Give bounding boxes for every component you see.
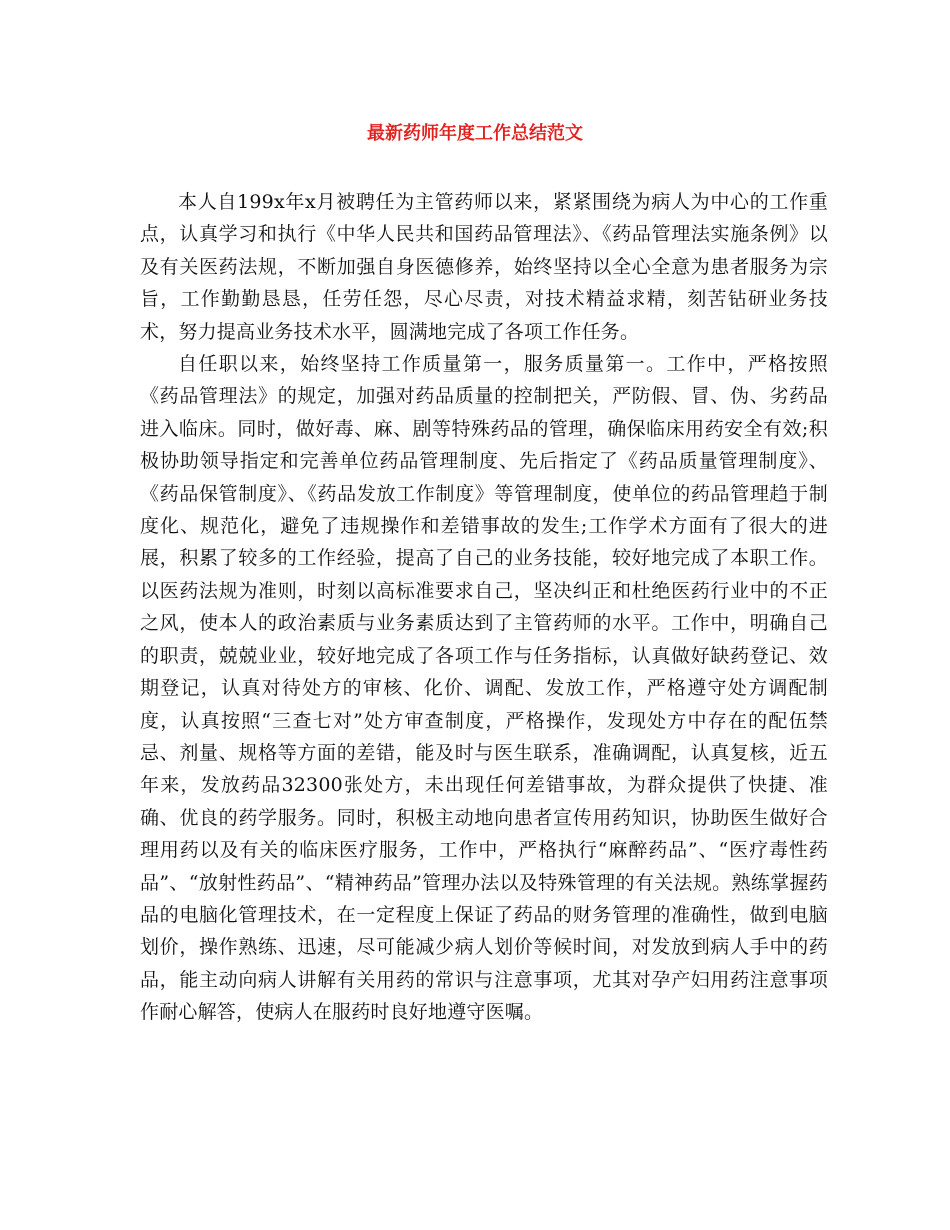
paragraph-intro: 本人自199x年x月被聘任为主管药师以来，紧紧围绕为病人为中心的工作重点，认真学习和执行《中华人民共和国药品管理法》、《药品管理法实施条例》以及有关医药法规，不断加强自身医德修养，始终坚持以全心全意为患者服务为宗旨，工作勤勤恳恳，任劳任怨，尽心尽责，对技术精益求精，刻苦钻研业务技术，努力提高业务技术水平，圆满地完成了各项工作任务。 (140, 191, 828, 343)
paragraph-work-details: 自任职以来，始终坚持工作质量第一，服务质量第一。工作中，严格按照《药品管理法》的规定，加强对药品质量的控制把关，严防假、冒、伪、劣药品进入临床。同时，做好毒、麻、剧等特殊药品的管理，确保临床用药安全有效;积极协助领导指定和完善单位药品管理制度、先后指定了《药品质量管理制度》、《药品保管制度》、《药品发放工作制度》等管理制度，使单位的药品管理趋于制度化、规范化，避免了违规操作和差错事故的发生;工作学术方面有了很大的进展，积累了较多的工作经验，提高了自己的业务技能，较好地完成了本职工作。以医药法规为准则，时刻以高标准要求自己，坚决纠正和杜绝医药行业中的不正之风，使本人的政治素质与业务素质达到了主管药师的水平。工作中，明确自己的职责，兢兢业业，较好地完成了各项工作与任务指标，认真做好缺药登记、效期登记，认真对待处方的审核、化价、调配、发放工作，严格遵守处方调配制度，认真按照“三查七对”处方审查制度，严格操作，发现处方中存在的配伍禁忌、剂量、规格等方面的差错，能及时与医生联系，准确调配，认真复核，近五年来，发放药品32300张处方，未出现任何差错事故，为群众提供了快捷、准确、优良的药学服务。同时，积极主动地向患者宣传用药知识，协助医生做好合理用药以及有关的临床医疗服务，工作中，严格执行“麻醉药品”、“医疗毒性药品”、“放射性药品”、“精神药品”管理办法以及特殊管理的有关法规。熟练掌握药品的电脑化管理技术，在一定程度上保证了药品的财务管理的准确性，做到电脑划价，操作熟练、迅速，尽可能减少病人划价等候时间，对发放到病人手中的药品，能主动向病人讲解有关用药的常识与注意事项，尤其对孕产妇用药注意事项作耐心解答，使病人在服药时良好地遵守医嘱。 (140, 353, 828, 1024)
document-body (140, 186, 828, 1029)
document-title: 最新药师年度工作总结范文 (367, 123, 583, 144)
